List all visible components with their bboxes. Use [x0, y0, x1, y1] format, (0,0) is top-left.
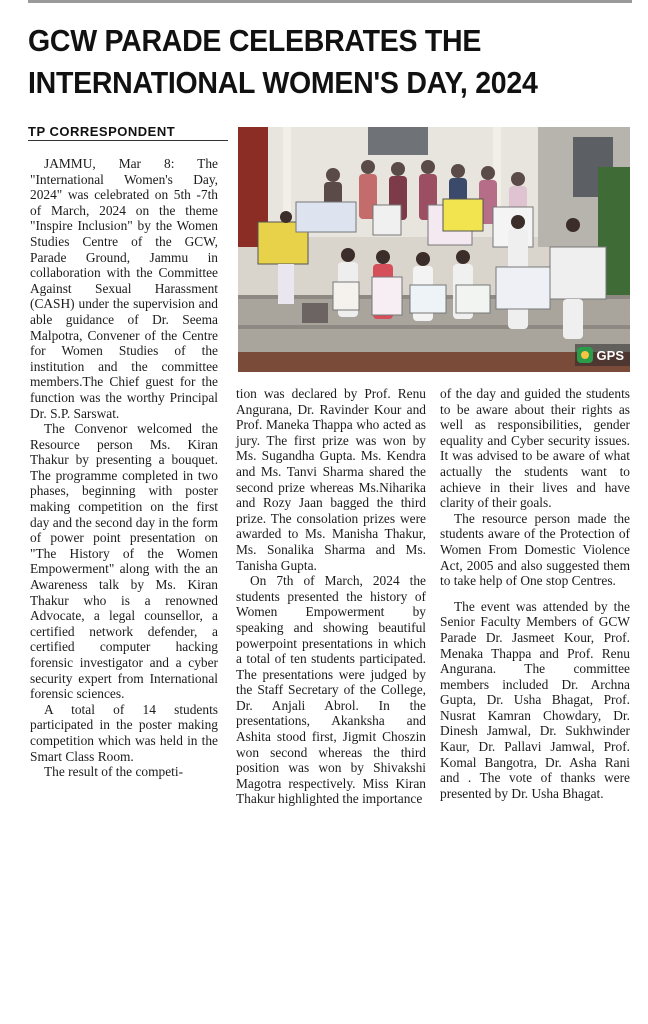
byline-rule	[28, 140, 228, 141]
byline: TP CORRESPONDENT	[28, 124, 176, 139]
column-3	[440, 386, 630, 801]
headline-line-1: GCW PARADE CELEBRATES THE	[28, 23, 482, 58]
col1-paragraph-2: The Convenor welcomed the Resource person Ms. Kiran Thakur by presenting a bouquet. The programme completed in two phases, beginning with poster making competition on the first day and the second day in the form of power point presentation on "The History of the Women Empowerment" along with the an Awareness talk by Ms. Kiran Thakur who is a renowned Advocate, a legal counsellor, a certified network defender, a certified computer hacking forensic investigator and a cyber security expert from International forensic sciences.	[30, 421, 218, 702]
event-photo	[238, 127, 630, 372]
gps-logo-icon	[577, 347, 593, 363]
top-rule	[28, 0, 632, 3]
gps-label: GPS	[596, 347, 624, 363]
col1-paragraph-3: A total of 14 students participated in the poster making competition which was held in the Smart Class Room.	[30, 701, 218, 764]
col2-paragraph-1: tion was declared by Prof. Renu Angurana, Dr. Ravinder Kour and Prof. Maneka Thappa who acted as jury. The first prize was won by Ms. Sugandha Gupta. Ms. Kendra and Ms. Tanvi Sharma shared the second prize whereas Ms.Niharika and Rozy Jaan bagged the third prize. The consolation prizes were awarded to Ms. Manisha Thakur, Ms. Sonalika Sharma and Ms. Tanisha Gupta.	[236, 386, 426, 573]
headline-line-2: INTERNATIONAL WOMEN'S DAY, 2024	[28, 65, 538, 100]
column-1	[30, 156, 218, 780]
group-photo-illustration	[238, 127, 630, 372]
col2-paragraph-2: On 7th of March, 2024 the students presented the history of Women Empowerment by speaking and showing beautiful powerpoint presentations in which a total of ten students participated. The presentations were judged by the Staff Secretary of the College, Dr. Anjali Abrol. In the presentations, Akanksha and Ashita stood first, Jigmit Choszin won second whereas the third position was won by Shivakshi Magotra respectively. Miss Kiran Thakur highlighted the importance	[236, 573, 426, 807]
col3-paragraph-3: The event was attended by the Senior Faculty Members of GCW Parade Dr. Jasmeet Kour, Prof. Menaka Thappa and Prof. Renu Angurana. The committee members included Dr. Archna Gupta, Dr. Usha Bhagat, Prof. Nusrat Kamran Chowdary, Dr. Dinesh Jamwal, Dr. Sukhwinder Kaur, Dr. Pallavi Jamwal, Prof. Komal Bangotra, Dr. Asha Rani and . The vote of thanks were presented by Dr. Usha Bhagat.	[440, 598, 630, 801]
col1-paragraph-4: The result of the competi-	[44, 764, 184, 780]
headline	[28, 20, 580, 104]
col1-paragraph-1: JAMMU, Mar 8: The "International Women's Day, 2024" was celebrated on 5th -7th of March, 2024 on the theme "Inspire Inclusion" by the Women Studies Centre of the GCW, Parade Ground, Jammu in collaboration with the Committee Against Sexual Harassment (CASH) under the supervision and able guidance of Dr. Seema Malpotra, Convener of the Centre for Women Studies of the institution and the committee members.The Chief guest for the function was the worthy Principal Dr. S.P. Sarswat.	[30, 156, 218, 421]
column-2	[236, 386, 426, 807]
gps-watermark	[575, 344, 630, 366]
col3-paragraph-2: The resource person made the students aware of the Protection of Women From Domestic Violence Act, 2005 and also suggested them to take help of One stop Centres.	[440, 510, 630, 589]
col3-paragraph-1: of the day and guided the students to be aware about their rights as well as responsibilities, gender equality and Cyber security issues. It was advised to be aware of what actually the students want to achieve in their lives and have clarity of their goals.	[440, 386, 630, 511]
